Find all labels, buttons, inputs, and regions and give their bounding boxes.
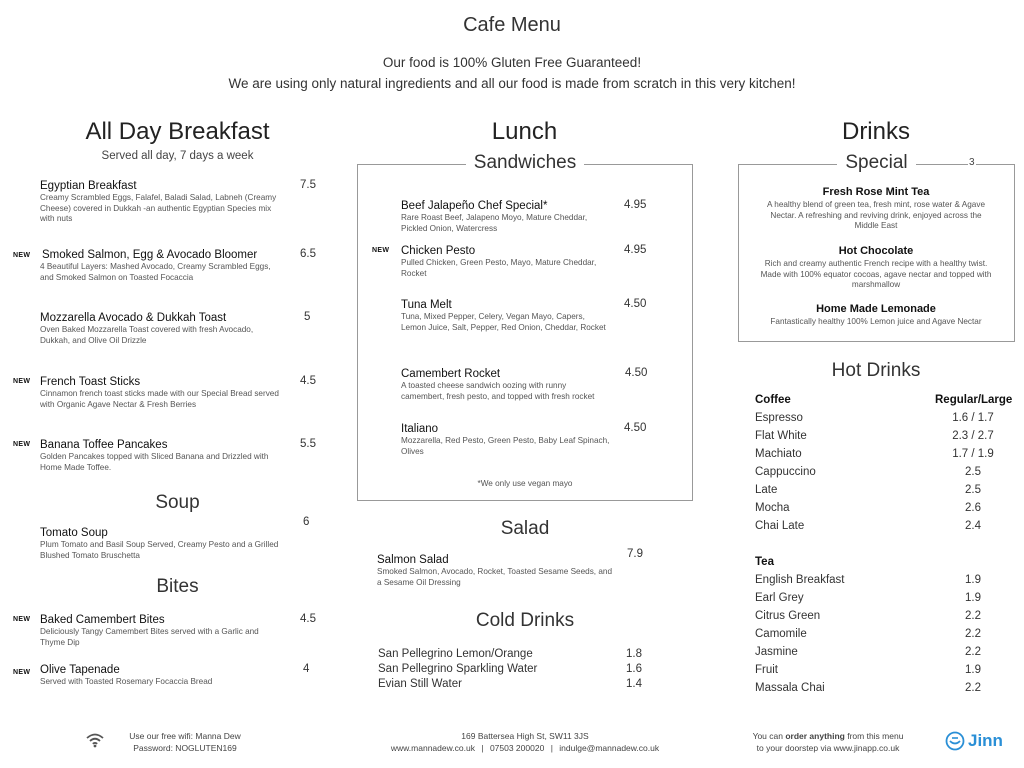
item-name bbox=[401, 199, 601, 213]
drink-name: Chai Late bbox=[755, 520, 805, 532]
item-name: French Toast Sticks bbox=[40, 376, 141, 388]
menu-item bbox=[40, 613, 280, 648]
drink-price: 1.9 bbox=[965, 664, 981, 676]
item-name: Tuna Melt bbox=[401, 299, 452, 311]
tea-header: Tea bbox=[755, 556, 774, 568]
item-description: Creamy Scrambled Eggs, Falafel, Baladi Salad, Labneh (Creamy Cheese) covered in Dukkah -an authentic Egyptian Species mix with nuts bbox=[40, 193, 277, 223]
item-name: Camembert Rocket bbox=[401, 368, 501, 380]
item-description: Golden Pancakes topped with Sliced Banana and Drizzled with Home Made Toffee. bbox=[40, 452, 269, 472]
phone-link[interactable]: 07503 200020 bbox=[489, 743, 545, 753]
special-drink-description: Rich and creamy authentic French recipe with a healthy twist. Made with 100% equator cocoas, agave nectar and topped with marshmallow bbox=[760, 259, 992, 289]
item-name: Italiano bbox=[401, 423, 439, 435]
soup-title: Soup bbox=[155, 492, 200, 513]
item-description: Tuna, Mixed Pepper, Celery, Vegan Mayo, Capers, Lemon Juice, Salt, Pepper, Red Onion, Cheddar, Rocket bbox=[401, 312, 606, 332]
email-link[interactable]: indulge@mannadew.co.uk bbox=[559, 743, 660, 753]
salad-title: Salad bbox=[500, 518, 550, 539]
item-price: 6 bbox=[303, 516, 310, 528]
menu-item bbox=[401, 298, 611, 333]
drink-price: 1.4 bbox=[626, 678, 642, 690]
size-header: Regular/Large bbox=[935, 394, 1013, 406]
bites-title: Bites bbox=[156, 576, 199, 597]
wifi-info bbox=[110, 730, 260, 754]
item-price: 4.95 bbox=[624, 244, 647, 256]
item-price: 7.9 bbox=[627, 548, 643, 560]
intro-line-2: We are using only natural ingredients and all our food is made from scratch in this very kitchen! bbox=[228, 76, 796, 91]
coffee-header: Coffee bbox=[755, 394, 791, 406]
drink-price: 1.6 / 1.7 bbox=[952, 412, 994, 424]
drink-name: English Breakfast bbox=[755, 574, 845, 586]
drink-name: Jasmine bbox=[755, 646, 798, 658]
drink-name: Fruit bbox=[755, 664, 778, 676]
item-price: 4.95 bbox=[624, 199, 647, 211]
order-suffix: from this menu bbox=[844, 731, 904, 741]
new-badge: NEW bbox=[13, 378, 31, 385]
new-badge: NEW bbox=[13, 616, 31, 623]
item-description: Cinnamon french toast sticks made with our Special Bread served with Organic Agave Nectar & Fresh Berries bbox=[40, 389, 279, 409]
drink-name: Mocha bbox=[755, 502, 790, 514]
item-price: 4.5 bbox=[300, 613, 316, 625]
jinn-brand[interactable]: Jinn bbox=[968, 731, 1003, 750]
item-description: Pulled Chicken, Green Pesto, Mayo, Mature Cheddar, Rocket bbox=[401, 258, 597, 278]
contact-info bbox=[357, 730, 693, 754]
item-name: Smoked Salmon, Egg & Avocado Bloomer bbox=[42, 249, 258, 261]
item-name: Chicken Pesto bbox=[401, 245, 476, 257]
drink-name: San Pellegrino Sparkling Water bbox=[378, 663, 538, 675]
page-number: 3 bbox=[969, 157, 975, 168]
drink-price: 1.6 bbox=[626, 663, 642, 675]
order-prefix: You can bbox=[752, 731, 786, 741]
drink-price: 2.2 bbox=[965, 628, 981, 640]
special-drink-description: Fantastically healthy 100% Lemon juice and Agave Nectar bbox=[770, 317, 982, 326]
drink-name: Machiato bbox=[755, 448, 802, 460]
jinn-logo-icon[interactable] bbox=[945, 731, 965, 756]
wifi-network: Use our free wifi: Manna Dew bbox=[129, 731, 241, 741]
menu-item bbox=[401, 367, 611, 402]
drink-name: San Pellegrino Lemon/Orange bbox=[378, 648, 533, 660]
drink-name: Citrus Green bbox=[755, 610, 821, 622]
item-name: Egyptian Breakfast bbox=[40, 180, 137, 192]
drink-price: 2.2 bbox=[965, 682, 981, 694]
order-line-1 bbox=[748, 730, 908, 742]
drink-name: Late bbox=[755, 484, 778, 496]
drink-name: Massala Chai bbox=[755, 682, 825, 694]
order-bold: order anything bbox=[785, 731, 845, 741]
drink-price: 1.9 bbox=[965, 592, 981, 604]
item-description: Served with Toasted Rosemary Focaccia Bread bbox=[40, 677, 213, 686]
item-description: 4 Beautiful Layers: Mashed Avocado, Creamy Scrambled Eggs, and Smoked Salmon on Toasted Focaccia bbox=[40, 262, 271, 282]
lunch-title: Lunch bbox=[491, 118, 558, 145]
item-price: 4.50 bbox=[624, 422, 647, 434]
menu-item bbox=[40, 375, 280, 410]
drink-price: 2.6 bbox=[965, 502, 981, 514]
hot-drinks-title: Hot Drinks bbox=[831, 360, 921, 381]
contact-line bbox=[357, 742, 693, 754]
menu-item bbox=[40, 179, 280, 225]
special-drink-name: Home Made Lemonade bbox=[816, 303, 936, 315]
item-price: 4.5 bbox=[300, 375, 316, 387]
new-badge: NEW bbox=[13, 441, 31, 448]
sandwiches-label-wrap bbox=[357, 152, 693, 174]
special-drink-name: Fresh Rose Mint Tea bbox=[822, 186, 930, 198]
drink-price: 2.5 bbox=[965, 466, 981, 478]
page-title: Cafe Menu bbox=[463, 14, 561, 36]
menu-item bbox=[40, 526, 280, 561]
drink-name: Cappuccino bbox=[755, 466, 816, 478]
drink-price: 2.3 / 2.7 bbox=[952, 430, 994, 442]
item-price: 5.5 bbox=[300, 438, 316, 450]
drink-price: 1.7 / 1.9 bbox=[952, 448, 994, 460]
menu-item bbox=[401, 244, 611, 279]
drink-name: Camomile bbox=[755, 628, 807, 640]
breakfast-title: All Day Breakfast bbox=[85, 118, 270, 145]
item-description: Deliciously Tangy Camembert Bites served with a Garlic and Thyme Dip bbox=[40, 627, 259, 647]
breakfast-subtitle: Served all day, 7 days a week bbox=[101, 150, 254, 162]
separator: | bbox=[550, 743, 553, 753]
item-price: 7.5 bbox=[300, 179, 316, 191]
item-price: 4 bbox=[303, 663, 310, 675]
order-info bbox=[748, 730, 908, 754]
item-name-text: Beef Jalapeño bbox=[401, 200, 475, 212]
special-drink-name: Hot Chocolate bbox=[838, 245, 914, 257]
chef-special-tag: Chef Special* bbox=[477, 200, 548, 212]
vegan-mayo-note: *We only use vegan mayo bbox=[477, 479, 573, 488]
item-description: A toasted cheese sandwich oozing with runny camembert, fresh pesto, and topped with fresh rocket bbox=[401, 381, 595, 401]
menu-item bbox=[40, 438, 280, 473]
item-name: Banana Toffee Pancakes bbox=[40, 439, 168, 451]
drink-name: Espresso bbox=[755, 412, 803, 424]
drink-price: 1.9 bbox=[965, 574, 981, 586]
item-price: 6.5 bbox=[300, 248, 316, 260]
sandwiches-label: Sandwiches bbox=[466, 152, 584, 173]
menu-item bbox=[377, 553, 617, 588]
drink-name: Earl Grey bbox=[755, 592, 804, 604]
drink-name: Evian Still Water bbox=[378, 678, 462, 690]
new-badge: NEW bbox=[372, 247, 390, 254]
new-badge: NEW bbox=[13, 252, 31, 259]
item-name: Olive Tapenade bbox=[40, 664, 120, 676]
order-line-2: to your doorstep via www.jinapp.co.uk bbox=[756, 743, 900, 753]
wifi-icon bbox=[86, 732, 104, 753]
item-description: Mozzarella, Red Pesto, Green Pesto, Baby Leaf Spinach, Olives bbox=[401, 436, 610, 456]
item-description: Smoked Salmon, Avocado, Rocket, Toasted Sesame Seeds, and a Sesame Oil Dressing bbox=[377, 567, 613, 587]
item-description: Oven Baked Mozzarella Toast covered with fresh Avocado, Dukkah, and Olive Oil Drizzle bbox=[40, 325, 254, 345]
wifi-password: Password: NOGLUTEN169 bbox=[133, 743, 237, 753]
menu-item bbox=[401, 422, 611, 457]
separator: | bbox=[481, 743, 484, 753]
drinks-title: Drinks bbox=[841, 118, 910, 145]
menu-item bbox=[401, 199, 601, 234]
menu-item bbox=[40, 248, 280, 283]
drink-price: 1.8 bbox=[626, 648, 642, 660]
special-drink-description: A healthy blend of green tea, fresh mint, rose water & Agave Nectar. A refreshing and reviving drink, enjoyed across the Middle East bbox=[766, 200, 985, 230]
menu-item bbox=[40, 663, 280, 688]
special-label: Special bbox=[837, 152, 915, 173]
drink-price: 2.2 bbox=[965, 610, 981, 622]
item-name: Baked Camembert Bites bbox=[40, 614, 165, 626]
item-price: 5 bbox=[304, 311, 311, 323]
intro-line-1: Our food is 100% Gluten Free Guaranteed! bbox=[382, 55, 642, 70]
item-name: Tomato Soup bbox=[40, 527, 108, 539]
menu-item bbox=[40, 311, 280, 346]
drink-price: 2.4 bbox=[965, 520, 981, 532]
drink-price: 2.5 bbox=[965, 484, 981, 496]
drink-price: 2.2 bbox=[965, 646, 981, 658]
item-name: Salmon Salad bbox=[377, 554, 449, 566]
cold-drinks-title: Cold Drinks bbox=[475, 610, 575, 631]
address: 169 Battersea High St, SW11 3JS bbox=[461, 731, 589, 741]
website-link[interactable]: www.mannadew.co.uk bbox=[390, 743, 475, 753]
new-badge: NEW bbox=[13, 669, 31, 676]
item-name: Mozzarella Avocado & Dukkah Toast bbox=[40, 312, 227, 324]
item-price: 4.50 bbox=[625, 367, 648, 379]
drink-name: Flat White bbox=[755, 430, 807, 442]
item-price: 4.50 bbox=[624, 298, 647, 310]
item-description: Rare Roast Beef, Jalapeno Moyo, Mature Cheddar, Pickled Onion, Watercress bbox=[401, 213, 588, 233]
item-description: Plum Tomato and Basil Soup Served, Creamy Pesto and a Grilled Blushed Tomato Bruschetta bbox=[40, 540, 279, 560]
